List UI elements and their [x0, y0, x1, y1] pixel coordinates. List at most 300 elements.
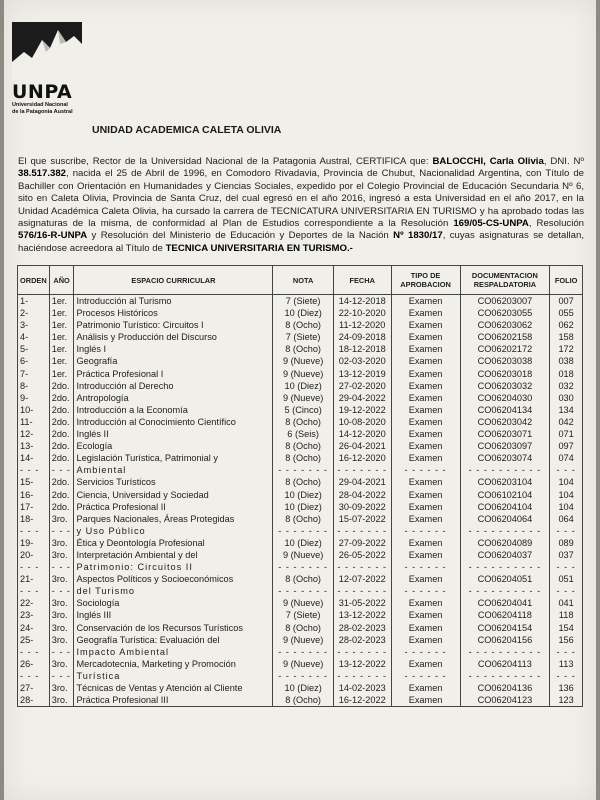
cell-nota: 10 (Diez)	[273, 489, 333, 501]
logo-name: UNPA	[12, 81, 73, 103]
cell-tipo: - - - - - -	[391, 670, 460, 682]
cell-orden: 4-	[18, 331, 50, 343]
cell-orden: 2-	[18, 307, 50, 319]
cell-doc: CO06203097	[460, 440, 550, 452]
cell-doc: CO06204104	[460, 501, 550, 513]
cell-fecha: 28-02-2023	[333, 634, 391, 646]
cell-nota: 9 (Nueve)	[273, 549, 333, 561]
cell-tipo: Examen	[391, 597, 460, 609]
table-row	[18, 368, 583, 380]
table-row	[18, 561, 583, 573]
cell-tipo: - - - - - -	[391, 464, 460, 476]
cert-text-2: , DNI. Nº	[543, 156, 584, 167]
cell-espacio: Inglés II	[74, 428, 273, 440]
cell-folio: 041	[550, 597, 583, 609]
cell-doc: CO06203032	[460, 380, 550, 392]
cell-doc: CO06204030	[460, 392, 550, 404]
cell-orden: - - -	[18, 561, 50, 573]
table-row	[18, 392, 583, 404]
cell-espacio: Práctica Profesional II	[74, 501, 273, 513]
cell-folio: 071	[550, 428, 583, 440]
cell-orden: 23-	[18, 609, 50, 621]
cell-fecha: - - - - - - -	[333, 646, 391, 658]
cell-espacio: Práctica Profesional III	[74, 694, 273, 707]
table-row	[18, 319, 583, 331]
cell-tipo: Examen	[391, 573, 460, 585]
cell-tipo: Examen	[391, 331, 460, 343]
resolution-2: 576/16-R-UNPA	[18, 230, 88, 242]
col-header-tipo: TIPO DE APROBACION	[391, 266, 460, 295]
col-header-fecha: FECHA	[333, 266, 391, 295]
cell-ano: 1er.	[49, 343, 74, 355]
cell-ano: 3ro.	[49, 694, 74, 707]
cell-nota: 9 (Nueve)	[273, 634, 333, 646]
cell-nota: - - - - - - -	[273, 670, 333, 682]
cell-ano: 3ro.	[49, 658, 74, 670]
table-row	[18, 331, 583, 343]
cell-nota: 5 (Cinco)	[273, 404, 333, 416]
resolution-3: Nº 1830/17	[393, 230, 443, 242]
resolution-1: 169/05-CS-UNPA	[453, 218, 529, 230]
cell-tipo: Examen	[391, 622, 460, 634]
table-row	[18, 416, 583, 428]
mountain-logo-icon	[12, 22, 82, 80]
degree-title: TECNICA UNIVERSITARIA EN TURISMO.-	[165, 242, 353, 254]
cell-espacio: Técnicas de Ventas y Atención al Cliente	[74, 682, 273, 694]
cell-ano: 1er.	[49, 295, 74, 308]
cell-folio: 097	[550, 440, 583, 452]
table-row	[18, 525, 583, 537]
col-header-folio: FOLIO	[550, 266, 583, 295]
cell-nota: - - - - - - -	[273, 646, 333, 658]
cell-nota: 8 (Ocho)	[273, 476, 333, 488]
table-row	[18, 295, 583, 308]
cell-orden: 12-	[18, 428, 50, 440]
cell-folio: 104	[550, 476, 583, 488]
cell-ano: 2do.	[49, 440, 74, 452]
cell-ano: - - -	[49, 646, 74, 658]
cell-tipo: Examen	[391, 380, 460, 392]
table-row	[18, 355, 583, 367]
col-header-espacio: ESPACIO CURRICULAR	[74, 266, 273, 295]
cell-fecha: 24-09-2018	[333, 331, 391, 343]
cell-espacio: Geografía	[74, 355, 273, 367]
cell-folio: 055	[550, 307, 583, 319]
cell-fecha: 22-10-2020	[333, 307, 391, 319]
cell-ano: 3ro.	[49, 682, 74, 694]
student-dni: 38.517.382	[18, 168, 67, 180]
cell-tipo: Examen	[391, 476, 460, 488]
cell-folio: 032	[550, 380, 583, 392]
cell-orden: 14-	[18, 452, 50, 464]
cell-ano: 2do.	[49, 489, 74, 501]
cell-ano: 2do.	[49, 428, 74, 440]
cell-tipo: Examen	[391, 319, 460, 331]
cell-folio: 134	[550, 404, 583, 416]
cell-espacio: Geografía Turística: Evaluación del	[74, 634, 273, 646]
table-row	[18, 549, 583, 561]
cell-espacio: Antropología	[74, 392, 273, 404]
cell-doc: CO06204051	[460, 573, 550, 585]
cell-doc: - - - - - - - - - -	[460, 464, 550, 476]
cell-tipo: Examen	[391, 440, 460, 452]
cell-folio: 156	[550, 634, 583, 646]
table-row	[18, 440, 583, 452]
cell-fecha: 10-08-2020	[333, 416, 391, 428]
cell-folio: 154	[550, 622, 583, 634]
cell-folio: 158	[550, 331, 583, 343]
cell-ano: - - -	[49, 585, 74, 597]
cell-espacio: Introducción al Conocimiento Científico	[74, 416, 273, 428]
cell-folio: 172	[550, 343, 583, 355]
cell-folio: - - -	[550, 585, 583, 597]
col-header-orden: ORDEN	[18, 266, 50, 295]
cell-ano: 1er.	[49, 319, 74, 331]
col-header-ano: AÑO	[49, 266, 74, 295]
cell-doc: CO06203074	[460, 452, 550, 464]
cell-ano: 3ro.	[49, 622, 74, 634]
cell-espacio: Aspectos Políticos y Socioeconómicos	[74, 573, 273, 585]
cell-nota: 10 (Diez)	[273, 682, 333, 694]
unit-title: UNIDAD ACADEMICA CALETA OLIVIA	[92, 124, 282, 136]
cell-doc: - - - - - - - - - -	[460, 525, 550, 537]
col-header-doc: DOCUMENTACION RESPALDATORIA	[460, 266, 550, 295]
cell-orden: 1-	[18, 295, 50, 308]
cell-ano: - - -	[49, 464, 74, 476]
table-row	[18, 694, 583, 707]
cell-folio: 089	[550, 537, 583, 549]
cell-folio: - - -	[550, 670, 583, 682]
cell-doc: CO06202172	[460, 343, 550, 355]
cell-espacio: Parques Nacionales, Áreas Protegidas	[74, 513, 273, 525]
cell-espacio: Conservación de los Recursos Turísticos	[74, 622, 273, 634]
cell-nota: 8 (Ocho)	[273, 573, 333, 585]
cell-doc: CO06102104	[460, 489, 550, 501]
cell-tipo: - - - - - -	[391, 646, 460, 658]
cell-tipo: - - - - - -	[391, 525, 460, 537]
cell-ano: 1er.	[49, 307, 74, 319]
cell-orden: - - -	[18, 646, 50, 658]
cell-orden: 18-	[18, 513, 50, 525]
cell-fecha: 28-02-2023	[333, 622, 391, 634]
cell-orden: 21-	[18, 573, 50, 585]
cell-doc: - - - - - - - - - -	[460, 585, 550, 597]
cell-fecha: - - - - - - -	[333, 670, 391, 682]
cell-ano: 3ro.	[49, 597, 74, 609]
cell-nota: 9 (Nueve)	[273, 597, 333, 609]
cell-tipo: Examen	[391, 513, 460, 525]
cell-tipo: Examen	[391, 549, 460, 561]
cell-folio: 038	[550, 355, 583, 367]
cell-fecha: - - - - - - -	[333, 561, 391, 573]
cell-folio: 042	[550, 416, 583, 428]
cell-tipo: Examen	[391, 609, 460, 621]
cell-doc: CO06204113	[460, 658, 550, 670]
cell-nota: - - - - - - -	[273, 464, 333, 476]
cell-espacio: Impacto Ambiental	[74, 646, 273, 658]
cell-espacio: Interpretación Ambiental y del	[74, 549, 273, 561]
table-body	[18, 295, 583, 707]
cell-doc: CO06204154	[460, 622, 550, 634]
cell-nota: 8 (Ocho)	[273, 440, 333, 452]
table-row	[18, 585, 583, 597]
cell-doc: CO06204089	[460, 537, 550, 549]
cert-text-5: y Resolución del Ministerio de Educación y Deportes de la Nación	[87, 230, 394, 242]
cell-nota: 8 (Ocho)	[273, 452, 333, 464]
cell-nota: 8 (Ocho)	[273, 513, 333, 525]
cell-doc: - - - - - - - - - -	[460, 646, 550, 658]
cell-tipo: Examen	[391, 501, 460, 513]
cell-nota: 8 (Ocho)	[273, 694, 333, 707]
cell-tipo: Examen	[391, 489, 460, 501]
cell-espacio: Sociología	[74, 597, 273, 609]
cell-espacio: Inglés I	[74, 343, 273, 355]
table-row	[18, 646, 583, 658]
cell-fecha: 26-05-2022	[333, 549, 391, 561]
table-row	[18, 489, 583, 501]
cell-orden: 19-	[18, 537, 50, 549]
cell-doc: CO06204118	[460, 609, 550, 621]
cell-folio: - - -	[550, 464, 583, 476]
cell-ano: 3ro.	[49, 537, 74, 549]
cell-orden: 15-	[18, 476, 50, 488]
cell-orden: 6-	[18, 355, 50, 367]
cell-doc: CO06204123	[460, 694, 550, 707]
cell-nota: 8 (Ocho)	[273, 416, 333, 428]
table-row	[18, 634, 583, 646]
university-logo	[12, 22, 92, 132]
cert-text-4: , Resolución	[528, 218, 585, 230]
cell-ano: 2do.	[49, 416, 74, 428]
cell-espacio: Práctica Profesional I	[74, 368, 273, 380]
cell-espacio: Ética y Deontología Profesional	[74, 537, 273, 549]
cert-text-1: El que suscribe, Rector de la Universidad Nacional de la Patagonia Austral, CERTIFICA que:	[18, 156, 433, 167]
cell-fecha: - - - - - - -	[333, 585, 391, 597]
cell-fecha: 13-12-2022	[333, 658, 391, 670]
cell-orden: - - -	[18, 525, 50, 537]
cell-folio: 037	[550, 549, 583, 561]
cell-fecha: 18-12-2018	[333, 343, 391, 355]
cell-fecha: - - - - - - -	[333, 464, 391, 476]
cell-tipo: Examen	[391, 428, 460, 440]
cell-nota: - - - - - - -	[273, 525, 333, 537]
cell-tipo: Examen	[391, 343, 460, 355]
certificate-text	[18, 156, 584, 255]
cell-tipo: Examen	[391, 634, 460, 646]
cell-orden: 9-	[18, 392, 50, 404]
cell-fecha: 16-12-2020	[333, 452, 391, 464]
cell-folio: 030	[550, 392, 583, 404]
cell-fecha: 15-07-2022	[333, 513, 391, 525]
cell-doc: CO06204064	[460, 513, 550, 525]
cell-folio: 064	[550, 513, 583, 525]
table-row	[18, 380, 583, 392]
cell-espacio: Turística	[74, 670, 273, 682]
cell-nota: 9 (Nueve)	[273, 658, 333, 670]
cell-fecha: 11-12-2020	[333, 319, 391, 331]
table-row	[18, 343, 583, 355]
cell-doc: CO06204134	[460, 404, 550, 416]
cell-ano: 3ro.	[49, 609, 74, 621]
table-row	[18, 573, 583, 585]
cell-espacio: Servicios Turísticos	[74, 476, 273, 488]
cell-ano: 1er.	[49, 355, 74, 367]
cell-orden: 8-	[18, 380, 50, 392]
cell-ano: - - -	[49, 670, 74, 682]
cell-espacio: Patrimonio Turístico: Circuitos I	[74, 319, 273, 331]
cell-espacio: Análisis y Producción del Discurso	[74, 331, 273, 343]
cell-nota: 9 (Nueve)	[273, 368, 333, 380]
cell-ano: - - -	[49, 561, 74, 573]
table-row	[18, 404, 583, 416]
logo-subtitle-2: de la Patagonia Austral	[12, 109, 73, 115]
cell-fecha: 14-12-2018	[333, 295, 391, 308]
cell-orden: 7-	[18, 368, 50, 380]
cell-ano: 2do.	[49, 452, 74, 464]
cell-orden: 27-	[18, 682, 50, 694]
cell-ano: 1er.	[49, 368, 74, 380]
cell-espacio: Ambiental	[74, 464, 273, 476]
cell-doc: - - - - - - - - - -	[460, 561, 550, 573]
cell-folio: 136	[550, 682, 583, 694]
cell-fecha: 29-04-2022	[333, 392, 391, 404]
table-row	[18, 682, 583, 694]
table-row	[18, 513, 583, 525]
logo-subtitle-1: Universidad Nacional	[12, 102, 68, 108]
cell-nota: 9 (Nueve)	[273, 392, 333, 404]
cell-tipo: - - - - - -	[391, 561, 460, 573]
cell-tipo: - - - - - -	[391, 585, 460, 597]
cell-doc: CO06204037	[460, 549, 550, 561]
cell-fecha: 19-12-2022	[333, 404, 391, 416]
cell-folio: 074	[550, 452, 583, 464]
cell-fecha: 31-05-2022	[333, 597, 391, 609]
cell-fecha: 02-03-2020	[333, 355, 391, 367]
table-row	[18, 464, 583, 476]
cert-text-6: , cuyas asignaturas se detallan, haciéndose acreedora al Título de	[18, 230, 584, 254]
cell-tipo: Examen	[391, 355, 460, 367]
cell-tipo: Examen	[391, 404, 460, 416]
cell-ano: 3ro.	[49, 549, 74, 561]
cell-tipo: Examen	[391, 392, 460, 404]
cell-nota: 10 (Diez)	[273, 537, 333, 549]
cell-orden: - - -	[18, 670, 50, 682]
table-row	[18, 537, 583, 549]
cell-espacio: del Turismo	[74, 585, 273, 597]
cell-espacio: Procesos Históricos	[74, 307, 273, 319]
cell-doc: CO06204136	[460, 682, 550, 694]
table-header-row	[18, 266, 583, 295]
cell-fecha: 14-12-2020	[333, 428, 391, 440]
cell-tipo: Examen	[391, 452, 460, 464]
cell-orden: 3-	[18, 319, 50, 331]
cell-ano: 2do.	[49, 476, 74, 488]
table-row	[18, 597, 583, 609]
cell-doc: CO06203062	[460, 319, 550, 331]
cell-ano: 2do.	[49, 501, 74, 513]
cell-folio: - - -	[550, 561, 583, 573]
cell-tipo: Examen	[391, 537, 460, 549]
cell-espacio: Legislación Turística, Patrimonial y	[74, 452, 273, 464]
cell-fecha: 13-12-2019	[333, 368, 391, 380]
student-name: BALOCCHI, Carla Olivia	[432, 156, 544, 167]
cell-ano: 1er.	[49, 331, 74, 343]
cell-folio: 104	[550, 501, 583, 513]
cell-folio: 018	[550, 368, 583, 380]
cell-fecha: 16-12-2022	[333, 694, 391, 707]
cell-espacio: Ecología	[74, 440, 273, 452]
cell-folio: - - -	[550, 525, 583, 537]
cell-ano: 3ro.	[49, 513, 74, 525]
table-row	[18, 476, 583, 488]
table-row	[18, 428, 583, 440]
cell-orden: - - -	[18, 464, 50, 476]
subjects-table	[17, 265, 583, 707]
cell-folio: 007	[550, 295, 583, 308]
cell-fecha: 28-04-2022	[333, 489, 391, 501]
cell-orden: 25-	[18, 634, 50, 646]
table-row	[18, 670, 583, 682]
cert-text-3: , nacida el 25 de Abril de 1996, en Comodoro Rivadavia, Provincia de Chubut, Nacionalidad Argentina, con Título de Bachiller con Orientación en Humanidades y Ciencias Sociales, expedido por el Colegio Provincial de Educación Secundaria Nº 6, sito en Caleta Olivia, Provincia de Santa Cruz, del cual egresó en el año 2016, ingresó a esta Universidad en el año 2017, en la Unidad Académica Caleta Olivia, ha cursado la carrera de TECNICATURA UNIVERSITARIA EN TURISMO y ha aprobado todas las asignaturas de la misma, de conformidad al Plan de Estudios correspondiente a la Resolución	[18, 168, 584, 230]
cell-doc: - - - - - - - - - -	[460, 670, 550, 682]
cell-orden: 22-	[18, 597, 50, 609]
cell-doc: CO06203038	[460, 355, 550, 367]
cell-ano: 3ro.	[49, 573, 74, 585]
cell-orden: 5-	[18, 343, 50, 355]
cell-tipo: Examen	[391, 682, 460, 694]
cell-espacio: Inglés III	[74, 609, 273, 621]
cell-folio: 123	[550, 694, 583, 707]
cell-fecha: 26-04-2021	[333, 440, 391, 452]
cell-orden: 11-	[18, 416, 50, 428]
cell-folio: 118	[550, 609, 583, 621]
cell-ano: 2do.	[49, 392, 74, 404]
table-row	[18, 501, 583, 513]
cell-orden: 10-	[18, 404, 50, 416]
cell-espacio: y Uso Público	[74, 525, 273, 537]
cell-ano: 2do.	[49, 404, 74, 416]
cell-ano: 3ro.	[49, 634, 74, 646]
cell-orden: 28-	[18, 694, 50, 707]
cell-fecha: 27-09-2022	[333, 537, 391, 549]
cell-tipo: Examen	[391, 307, 460, 319]
cell-folio: - - -	[550, 646, 583, 658]
cell-doc: CO06203042	[460, 416, 550, 428]
cell-ano: 2do.	[49, 380, 74, 392]
cell-espacio: Patrimonio: Circuitos II	[74, 561, 273, 573]
cell-espacio: Ciencia, Universidad y Sociedad	[74, 489, 273, 501]
cell-tipo: Examen	[391, 416, 460, 428]
cell-doc: CO06203007	[460, 295, 550, 308]
cell-nota: 6 (Seis)	[273, 428, 333, 440]
cell-fecha: 13-12-2022	[333, 609, 391, 621]
cell-tipo: Examen	[391, 658, 460, 670]
cell-tipo: Examen	[391, 368, 460, 380]
table-row	[18, 609, 583, 621]
cell-espacio: Mercadotecnia, Marketing y Promoción	[74, 658, 273, 670]
cell-doc: CO06202158	[460, 331, 550, 343]
cell-nota: 7 (Siete)	[273, 295, 333, 308]
cell-nota: 8 (Ocho)	[273, 319, 333, 331]
cell-nota: 10 (Diez)	[273, 380, 333, 392]
cell-orden: 24-	[18, 622, 50, 634]
cell-nota: 9 (Nueve)	[273, 355, 333, 367]
cell-folio: 104	[550, 489, 583, 501]
cell-fecha: 27-02-2020	[333, 380, 391, 392]
table-row	[18, 622, 583, 634]
cell-nota: 7 (Siete)	[273, 331, 333, 343]
cell-orden: 26-	[18, 658, 50, 670]
